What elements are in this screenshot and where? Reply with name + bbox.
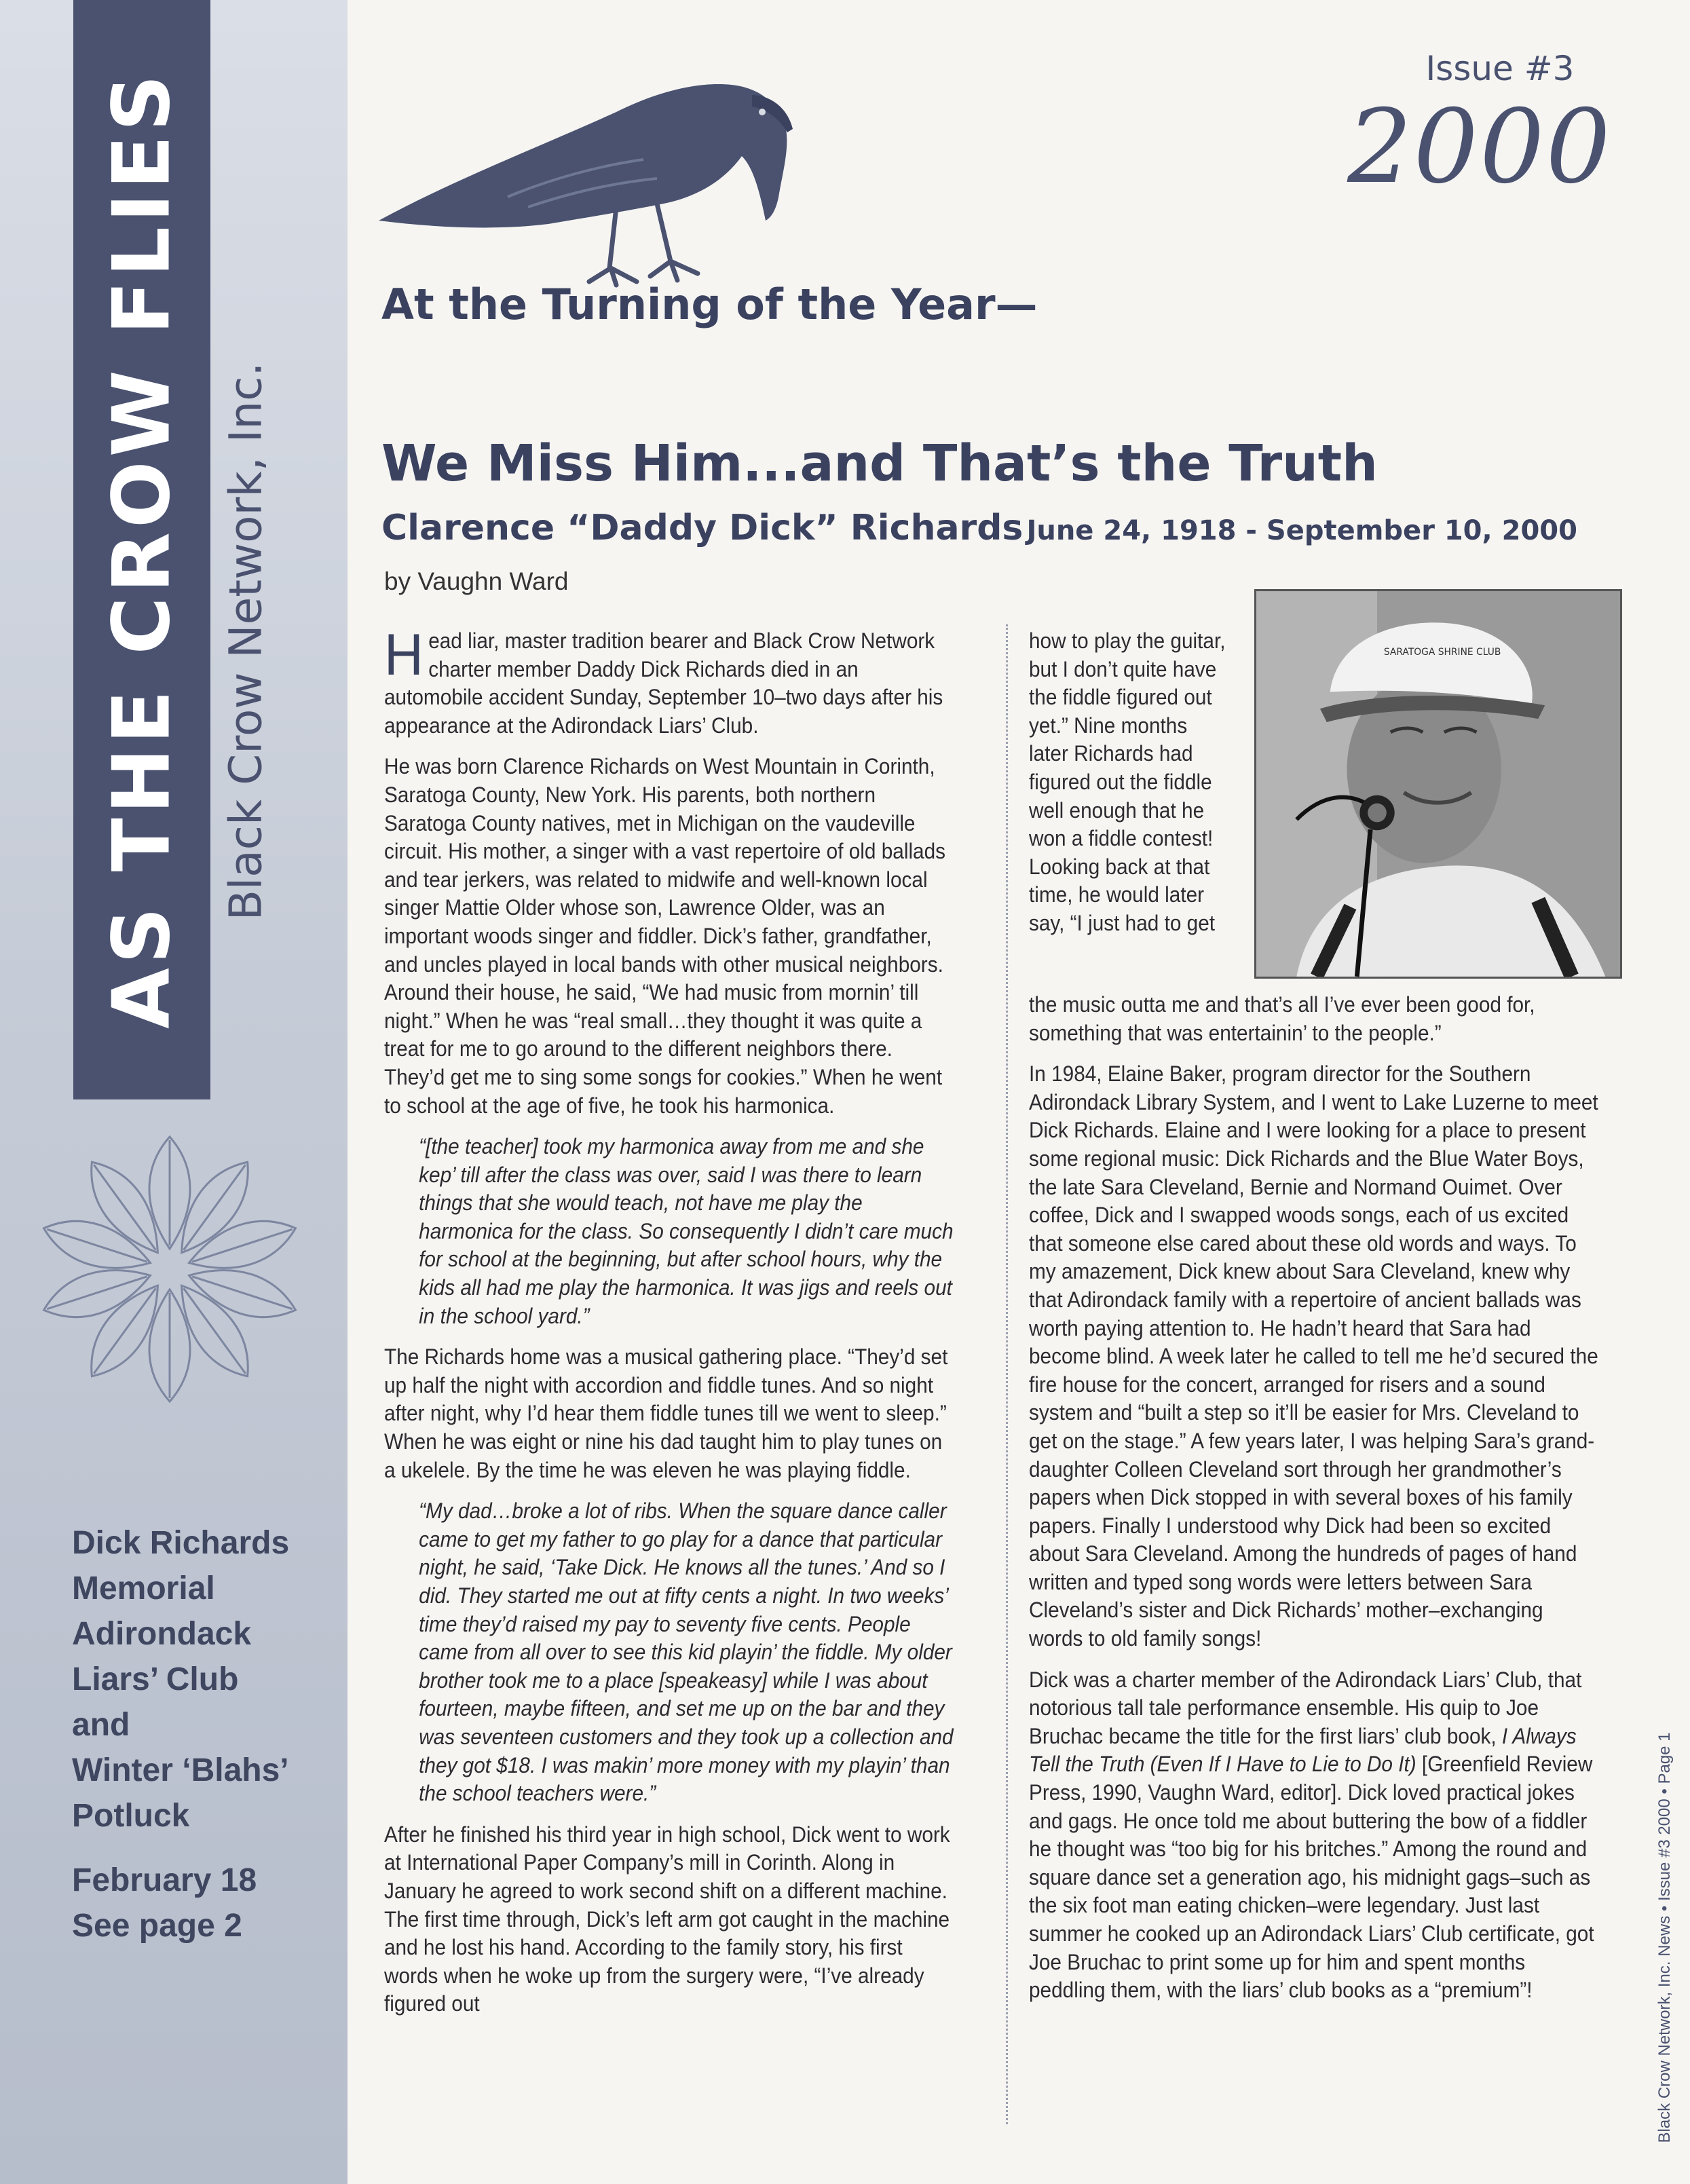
promo-line: Potluck xyxy=(72,1798,190,1834)
paragraph xyxy=(384,622,957,740)
dropcap: H xyxy=(384,622,424,688)
promo-line: Memorial xyxy=(72,1570,215,1606)
cap-lettering: SARATOGA SHRINE CLUB xyxy=(1383,647,1501,658)
promo-date: February 18 xyxy=(72,1862,257,1898)
byline: by Vaughn Ward xyxy=(384,567,569,595)
paragraph-text: [Greenfield Review Press, 1990, Vaughn Ward, editor]. Dick loved practical jokes and gags. He once told me about buttering the bow of a fiddler he thought was “too big for his britches.” Among the round and square dance set a generation ago, his midnight gags–such as the six foot man eating chicken–were legendary. Just last summer he cooked up an Adirondack Liars’ Club certificate, got Joe Bruchac to print some up for him and spent months peddling them, with the liars’ club books as a “premium”! xyxy=(1029,1752,1594,2003)
crow-icon xyxy=(372,64,820,295)
portrait-photo xyxy=(1254,589,1622,979)
paragraph: the music outta me and that’s all I’ve ever been good for, something that was entertainin’ to the people.” xyxy=(1029,992,1535,1045)
article-headline: We Miss Him...and That’s the Truth xyxy=(381,434,1378,493)
paragraph: He was born Clarence Richards on West Mountain in Corinth, Saratoga County, New York. His parents, both northern Saratoga County natives, met in Michigan on the vaudeville circuit. His mother, a singer with a vast repertoire of old ballads and tear jerkers, was related to midwife and well-known local singer Mattie Older whose son, Lawrence Older, was an important woods singer and fiddler. Dick’s father, grandfather, and uncles played in local bands with other musical neighbors. Around their house, he said, “We had music from mornin’ till night.” When he was “real small…they thought it was quite a treat for me to go around to the different neighbors there. They’d get me to sing some songs for cookies.” When he went to school at the age of five, he took his harmonica. xyxy=(384,754,946,1118)
article-subhead xyxy=(381,508,1577,548)
promo-line: Winter ‘Blahs’ xyxy=(72,1752,289,1788)
paragraph: After he finished his third year in high school, Dick went to work at International Paper Company’s mill in Corinth. Along in January he agreed to work second shift on a different machine. The first time through, Dick’s left arm got caught in the machine and he lost his hand. According to the family story, his first words when he woke up from the surgery were, “I’ve already figured out xyxy=(384,1822,950,2016)
paragraph: In 1984, Elaine Baker, program director for the Southern Adirondack Library System, and I went to Lake Luzerne to meet Dick Richards. Elaine and I were looking for a place to present some regional music: Dick Richards and the Blue Water Boys, the late Sara Cleveland, Bernie and Normand Ouimet. Over coffee, Dick and I swapped woods songs, each of us excited that someone else cared about these old words and ways. To my amazement, Dick knew about Sara Cleveland, knew why that Adirondack family with a repertoire of ancient ballads was worth paying attention to. He hadn’t heard that Sara had become blind. A week later he called to tell me he’d secured the fire house for the concert, arranged for risers and a sound system and “built a step so it’ll be easier for Mrs. Cleveland to get on the stage.” A few years later, I was helping Sara’s grand-daughter Colleen Cleveland sort through her grandmother’s papers when Dick stopped in with several boxes of his family papers. Finally I understood why Dick had been so excited about Sara Cleveland. Among the hundreds of pages of hand written and typed song words were letters between Sara Cleveland’s sister and Dick Richards’ mother–exchanging words to old family songs! xyxy=(1029,1061,1598,1651)
block-quote: “My dad…broke a lot of ribs. When the square dance caller came to get my father to go play for a dance that particular night, he said, ‘Take Dick. He knows all the tunes.’ And so I did. They started me out at fifty cents a night. In two weeks’ time they’d raised my pay to seventy five cents. People came from all over to see this kid playin’ the fiddle. My older brother took me to a place [speakeasy] while I was about fourteen, maybe fifteen, and set me up on the bar and they was seventeen customers and they took up a collection and they got $18. I was makin’ more money with my playin’ than the school teachers were.” xyxy=(419,1499,954,1806)
paragraph-text: Dick was a charter member of the Adirondack Liars’ Club, that notorious tall tale performance ensemble. His quip to Joe Bruchac became the title for the first liars’ club book, xyxy=(1029,1667,1582,1748)
promo-line: Liars’ Club xyxy=(72,1661,239,1697)
article-column-2 xyxy=(1029,991,1602,2018)
masthead-subtitle: Black Crow Network, Inc. xyxy=(219,362,272,921)
promo-line: and xyxy=(72,1707,130,1743)
promo-line: Adirondack xyxy=(72,1616,252,1652)
page-footer: Black Crow Network, Inc. News • Issue #3 2000 • Page 1 xyxy=(1655,1732,1674,2143)
issue-label: Issue #3 xyxy=(1425,49,1575,88)
portrait-illustration xyxy=(1256,591,1620,977)
block-quote: “[the teacher] took my harmonica away from me and she kep’ till after the class was over, said I was there to learn things that she would teach, not have me play the harmonica for the class. So consequently I didn’t care much for school at the beginning, but after school hours, why the kids all had me play the harmonica. It was jigs and reels out in the school yard.” xyxy=(419,1134,954,1328)
paragraph-text: ead liar, master tradition bearer and Black Crow Network charter member Daddy Dick Richards died in an automobile accident Sunday, September 10–two days after his appearance at the Adirondack Liars’ Club. xyxy=(384,628,943,738)
leaf-ornament-icon xyxy=(20,1127,319,1412)
promo-line: Dick Richards xyxy=(72,1525,290,1561)
section-heading: At the Turning of the Year— xyxy=(381,280,1038,329)
paragraph: The Richards home was a musical gathering place. “They’d set up half the night with accordion and fiddle tunes. And so night after night, why I’d hear them fiddle tunes till we went to sleep.” When he was eight or nine his dad taught him to play tunes on a ukelele. By the time he was eleven he was playing fiddle. xyxy=(384,1344,948,1482)
column-divider xyxy=(1006,624,1008,2124)
event-promo xyxy=(72,1520,330,1948)
masthead-title: AS THE CROW FLIES xyxy=(96,70,188,1030)
paragraph xyxy=(1029,1666,1602,2005)
subject-name: Clarence “Daddy Dick” Richards xyxy=(381,508,1024,548)
book-title: I Always Tell the Truth (Even If I Have to Lie to Do It) xyxy=(1029,1723,1577,1777)
promo-see-page: See page 2 xyxy=(72,1908,242,1944)
photo-wrap-text: how to play the guitar, but I don’t quite have the fiddle figured out yet.” Nine months later Richards had figured out the fiddle well enough that he won a fiddle contest! Looking back at that time, he would later say, “I just had to get xyxy=(1029,628,1226,935)
article-column-1 xyxy=(384,622,957,2031)
subject-dates: June 24, 1918 - September 10, 2000 xyxy=(1026,515,1577,546)
sidebar xyxy=(0,0,348,2184)
issue-year: 2000 xyxy=(1347,88,1612,206)
